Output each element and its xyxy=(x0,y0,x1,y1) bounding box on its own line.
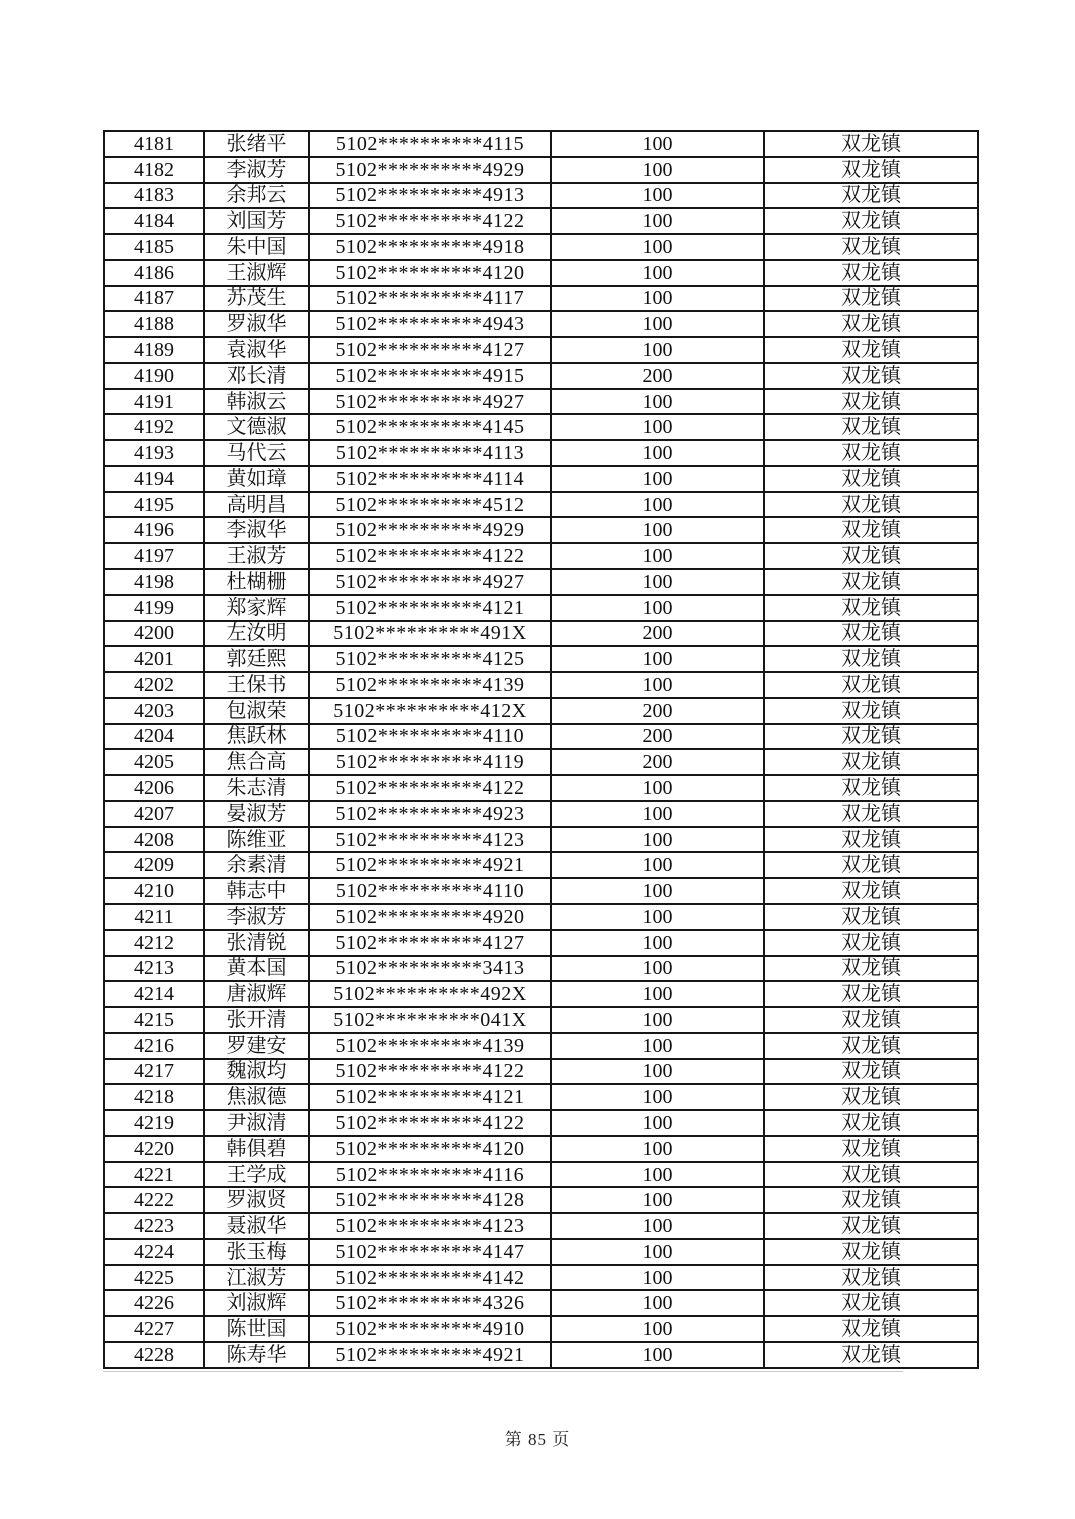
cell-id-number: 5102**********4120 xyxy=(309,260,551,286)
cell-serial: 4198 xyxy=(104,569,204,595)
cell-id-number: 5102**********4128 xyxy=(309,1187,551,1213)
cell-town: 双龙镇 xyxy=(764,492,978,518)
cell-serial: 4186 xyxy=(104,260,204,286)
cell-name: 焦合高 xyxy=(204,749,309,775)
table-row xyxy=(104,827,978,853)
cell-serial: 4208 xyxy=(104,827,204,853)
cell-id-number: 5102**********4123 xyxy=(309,1213,551,1239)
table-row xyxy=(104,569,978,595)
cell-id-number: 5102**********4116 xyxy=(309,1162,551,1188)
cell-id-number: 5102**********4142 xyxy=(309,1265,551,1291)
table-row xyxy=(104,440,978,466)
cell-serial: 4222 xyxy=(104,1187,204,1213)
roster-table-container xyxy=(103,130,979,1369)
cell-name: 马代云 xyxy=(204,440,309,466)
cell-town: 双龙镇 xyxy=(764,646,978,672)
cell-name: 韩淑云 xyxy=(204,389,309,415)
cell-serial: 4215 xyxy=(104,1007,204,1033)
cell-amount: 100 xyxy=(551,1213,764,1239)
cell-name: 陈寿华 xyxy=(204,1342,309,1368)
cell-town: 双龙镇 xyxy=(764,749,978,775)
cell-name: 唐淑辉 xyxy=(204,981,309,1007)
cell-name: 王保书 xyxy=(204,672,309,698)
cell-name: 江淑芳 xyxy=(204,1265,309,1291)
table-row xyxy=(104,904,978,930)
cell-name: 罗淑华 xyxy=(204,311,309,337)
cell-id-number: 5102**********4121 xyxy=(309,595,551,621)
table-row xyxy=(104,1342,978,1368)
cell-id-number: 5102**********4127 xyxy=(309,930,551,956)
cell-amount: 100 xyxy=(551,672,764,698)
cell-serial: 4200 xyxy=(104,621,204,647)
cell-serial: 4224 xyxy=(104,1239,204,1265)
table-row xyxy=(104,1033,978,1059)
cell-name: 高明昌 xyxy=(204,492,309,518)
cell-id-number: 5102**********4920 xyxy=(309,904,551,930)
cell-name: 李淑华 xyxy=(204,517,309,543)
table-row xyxy=(104,672,978,698)
table-row xyxy=(104,311,978,337)
cell-amount: 100 xyxy=(551,492,764,518)
table-row xyxy=(104,878,978,904)
cell-serial: 4216 xyxy=(104,1033,204,1059)
cell-town: 双龙镇 xyxy=(764,775,978,801)
cell-town: 双龙镇 xyxy=(764,183,978,209)
table-row xyxy=(104,414,978,440)
cell-town: 双龙镇 xyxy=(764,1342,978,1368)
cell-id-number: 5102**********4127 xyxy=(309,337,551,363)
cell-town: 双龙镇 xyxy=(764,1290,978,1316)
table-row xyxy=(104,1187,978,1213)
cell-name: 张清锐 xyxy=(204,930,309,956)
cell-name: 郑家辉 xyxy=(204,595,309,621)
cell-town: 双龙镇 xyxy=(764,852,978,878)
cell-amount: 100 xyxy=(551,1316,764,1342)
cell-id-number: 5102**********4139 xyxy=(309,672,551,698)
cell-town: 双龙镇 xyxy=(764,1059,978,1085)
cell-name: 黄本国 xyxy=(204,956,309,982)
page-number-label: 第 85 页 xyxy=(504,1430,571,1449)
cell-amount: 100 xyxy=(551,827,764,853)
cell-name: 焦淑德 xyxy=(204,1084,309,1110)
cell-id-number: 5102**********041X xyxy=(309,1007,551,1033)
cell-serial: 4210 xyxy=(104,878,204,904)
cell-serial: 4227 xyxy=(104,1316,204,1342)
cell-name: 张玉梅 xyxy=(204,1239,309,1265)
roster-table-body xyxy=(104,131,978,1368)
table-row xyxy=(104,1316,978,1342)
cell-id-number: 5102**********4121 xyxy=(309,1084,551,1110)
cell-name: 文德淑 xyxy=(204,414,309,440)
table-row xyxy=(104,286,978,312)
cell-id-number: 5102**********4326 xyxy=(309,1290,551,1316)
table-row xyxy=(104,1084,978,1110)
cell-name: 邓长清 xyxy=(204,363,309,389)
table-row xyxy=(104,466,978,492)
cell-name: 朱中国 xyxy=(204,234,309,260)
table-row xyxy=(104,131,978,157)
cell-amount: 100 xyxy=(551,131,764,157)
cell-amount: 100 xyxy=(551,1110,764,1136)
page-footer xyxy=(0,1425,1075,1450)
cell-id-number: 5102**********4110 xyxy=(309,724,551,750)
cell-amount: 100 xyxy=(551,517,764,543)
cell-town: 双龙镇 xyxy=(764,389,978,415)
cell-amount: 100 xyxy=(551,183,764,209)
cell-amount: 100 xyxy=(551,981,764,1007)
table-row xyxy=(104,234,978,260)
cell-amount: 100 xyxy=(551,414,764,440)
cell-town: 双龙镇 xyxy=(764,827,978,853)
cell-serial: 4217 xyxy=(104,1059,204,1085)
cell-name: 张开清 xyxy=(204,1007,309,1033)
cell-id-number: 5102**********4113 xyxy=(309,440,551,466)
cell-serial: 4218 xyxy=(104,1084,204,1110)
cell-amount: 100 xyxy=(551,1059,764,1085)
cell-name: 陈世国 xyxy=(204,1316,309,1342)
cell-town: 双龙镇 xyxy=(764,157,978,183)
cell-name: 刘国芳 xyxy=(204,208,309,234)
table-row xyxy=(104,1059,978,1085)
cell-name: 朱志清 xyxy=(204,775,309,801)
cell-name: 刘淑辉 xyxy=(204,1290,309,1316)
cell-id-number: 5102**********412X xyxy=(309,698,551,724)
cell-id-number: 5102**********4923 xyxy=(309,801,551,827)
cell-amount: 200 xyxy=(551,749,764,775)
table-row xyxy=(104,749,978,775)
roster-table xyxy=(103,130,979,1369)
cell-id-number: 5102**********4943 xyxy=(309,311,551,337)
cell-town: 双龙镇 xyxy=(764,1110,978,1136)
cell-id-number: 5102**********4147 xyxy=(309,1239,551,1265)
cell-town: 双龙镇 xyxy=(764,234,978,260)
cell-name: 李淑芳 xyxy=(204,157,309,183)
cell-serial: 4209 xyxy=(104,852,204,878)
table-row xyxy=(104,1162,978,1188)
cell-id-number: 5102**********4114 xyxy=(309,466,551,492)
cell-name: 余邦云 xyxy=(204,183,309,209)
cell-amount: 100 xyxy=(551,1162,764,1188)
cell-town: 双龙镇 xyxy=(764,904,978,930)
table-row xyxy=(104,1136,978,1162)
cell-serial: 4213 xyxy=(104,956,204,982)
cell-amount: 100 xyxy=(551,311,764,337)
table-row xyxy=(104,981,978,1007)
cell-id-number: 5102**********4145 xyxy=(309,414,551,440)
cell-serial: 4223 xyxy=(104,1213,204,1239)
cell-town: 双龙镇 xyxy=(764,208,978,234)
cell-amount: 100 xyxy=(551,543,764,569)
cell-serial: 4188 xyxy=(104,311,204,337)
table-row xyxy=(104,646,978,672)
cell-amount: 100 xyxy=(551,595,764,621)
cell-serial: 4226 xyxy=(104,1290,204,1316)
cell-id-number: 5102**********492X xyxy=(309,981,551,1007)
cell-amount: 100 xyxy=(551,286,764,312)
cell-serial: 4197 xyxy=(104,543,204,569)
table-row xyxy=(104,543,978,569)
cell-town: 双龙镇 xyxy=(764,131,978,157)
cell-serial: 4204 xyxy=(104,724,204,750)
cell-town: 双龙镇 xyxy=(764,440,978,466)
cell-town: 双龙镇 xyxy=(764,517,978,543)
cell-serial: 4201 xyxy=(104,646,204,672)
cell-id-number: 5102**********4927 xyxy=(309,569,551,595)
cell-town: 双龙镇 xyxy=(764,311,978,337)
cell-name: 王淑辉 xyxy=(204,260,309,286)
scan-artifact-line xyxy=(103,1371,903,1372)
cell-name: 魏淑均 xyxy=(204,1059,309,1085)
cell-name: 韩俱碧 xyxy=(204,1136,309,1162)
cell-serial: 4192 xyxy=(104,414,204,440)
cell-amount: 100 xyxy=(551,956,764,982)
cell-serial: 4184 xyxy=(104,208,204,234)
cell-town: 双龙镇 xyxy=(764,1213,978,1239)
cell-town: 双龙镇 xyxy=(764,1033,978,1059)
cell-town: 双龙镇 xyxy=(764,801,978,827)
cell-serial: 4194 xyxy=(104,466,204,492)
table-row xyxy=(104,1239,978,1265)
cell-id-number: 5102**********4120 xyxy=(309,1136,551,1162)
table-row xyxy=(104,208,978,234)
cell-town: 双龙镇 xyxy=(764,1265,978,1291)
cell-id-number: 5102**********4921 xyxy=(309,1342,551,1368)
cell-town: 双龙镇 xyxy=(764,724,978,750)
cell-amount: 200 xyxy=(551,724,764,750)
table-row xyxy=(104,724,978,750)
cell-name: 王淑芳 xyxy=(204,543,309,569)
cell-amount: 100 xyxy=(551,646,764,672)
cell-name: 陈维亚 xyxy=(204,827,309,853)
table-row xyxy=(104,1007,978,1033)
cell-id-number: 5102**********4115 xyxy=(309,131,551,157)
table-row xyxy=(104,698,978,724)
cell-id-number: 5102**********4918 xyxy=(309,234,551,260)
cell-amount: 100 xyxy=(551,930,764,956)
cell-town: 双龙镇 xyxy=(764,1187,978,1213)
table-row xyxy=(104,930,978,956)
cell-id-number: 5102**********4123 xyxy=(309,827,551,853)
cell-id-number: 5102**********4915 xyxy=(309,363,551,389)
cell-town: 双龙镇 xyxy=(764,337,978,363)
cell-serial: 4212 xyxy=(104,930,204,956)
table-row xyxy=(104,260,978,286)
cell-id-number: 5102**********4512 xyxy=(309,492,551,518)
cell-serial: 4190 xyxy=(104,363,204,389)
cell-name: 苏茂生 xyxy=(204,286,309,312)
cell-amount: 100 xyxy=(551,1084,764,1110)
cell-amount: 100 xyxy=(551,1033,764,1059)
cell-name: 包淑荣 xyxy=(204,698,309,724)
table-row xyxy=(104,1265,978,1291)
table-row xyxy=(104,363,978,389)
cell-town: 双龙镇 xyxy=(764,1316,978,1342)
cell-town: 双龙镇 xyxy=(764,569,978,595)
cell-serial: 4214 xyxy=(104,981,204,1007)
cell-id-number: 5102**********4913 xyxy=(309,183,551,209)
cell-town: 双龙镇 xyxy=(764,981,978,1007)
cell-name: 左汝明 xyxy=(204,621,309,647)
table-row xyxy=(104,852,978,878)
cell-id-number: 5102**********4910 xyxy=(309,1316,551,1342)
cell-amount: 100 xyxy=(551,440,764,466)
cell-town: 双龙镇 xyxy=(764,672,978,698)
cell-name: 李淑芳 xyxy=(204,904,309,930)
cell-name: 杜楜栅 xyxy=(204,569,309,595)
cell-amount: 100 xyxy=(551,1187,764,1213)
cell-id-number: 5102**********4929 xyxy=(309,157,551,183)
cell-name: 袁淑华 xyxy=(204,337,309,363)
cell-name: 张绪平 xyxy=(204,131,309,157)
table-row xyxy=(104,517,978,543)
cell-name: 罗淑贤 xyxy=(204,1187,309,1213)
cell-id-number: 5102**********4119 xyxy=(309,749,551,775)
cell-serial: 4199 xyxy=(104,595,204,621)
table-row xyxy=(104,492,978,518)
cell-amount: 100 xyxy=(551,569,764,595)
cell-serial: 4189 xyxy=(104,337,204,363)
cell-serial: 4219 xyxy=(104,1110,204,1136)
cell-name: 晏淑芳 xyxy=(204,801,309,827)
cell-id-number: 5102**********4929 xyxy=(309,517,551,543)
cell-town: 双龙镇 xyxy=(764,878,978,904)
cell-id-number: 5102**********4125 xyxy=(309,646,551,672)
cell-amount: 100 xyxy=(551,801,764,827)
cell-amount: 100 xyxy=(551,904,764,930)
cell-id-number: 5102**********4117 xyxy=(309,286,551,312)
cell-serial: 4196 xyxy=(104,517,204,543)
cell-amount: 200 xyxy=(551,363,764,389)
cell-amount: 100 xyxy=(551,157,764,183)
cell-serial: 4203 xyxy=(104,698,204,724)
cell-amount: 100 xyxy=(551,337,764,363)
cell-amount: 100 xyxy=(551,208,764,234)
cell-amount: 100 xyxy=(551,878,764,904)
cell-serial: 4207 xyxy=(104,801,204,827)
cell-serial: 4182 xyxy=(104,157,204,183)
cell-serial: 4191 xyxy=(104,389,204,415)
cell-amount: 100 xyxy=(551,466,764,492)
cell-serial: 4195 xyxy=(104,492,204,518)
cell-serial: 4193 xyxy=(104,440,204,466)
cell-serial: 4206 xyxy=(104,775,204,801)
table-row xyxy=(104,595,978,621)
cell-serial: 4228 xyxy=(104,1342,204,1368)
cell-id-number: 5102**********4122 xyxy=(309,1059,551,1085)
cell-name: 王学成 xyxy=(204,1162,309,1188)
cell-amount: 100 xyxy=(551,1342,764,1368)
cell-name: 尹淑清 xyxy=(204,1110,309,1136)
table-row xyxy=(104,1213,978,1239)
table-row xyxy=(104,337,978,363)
table-row xyxy=(104,389,978,415)
cell-town: 双龙镇 xyxy=(764,621,978,647)
cell-amount: 200 xyxy=(551,621,764,647)
cell-name: 韩志中 xyxy=(204,878,309,904)
table-row xyxy=(104,621,978,647)
cell-amount: 100 xyxy=(551,260,764,286)
cell-amount: 100 xyxy=(551,1290,764,1316)
cell-amount: 100 xyxy=(551,852,764,878)
cell-name: 余素清 xyxy=(204,852,309,878)
cell-id-number: 5102**********3413 xyxy=(309,956,551,982)
cell-serial: 4220 xyxy=(104,1136,204,1162)
table-row xyxy=(104,1110,978,1136)
cell-town: 双龙镇 xyxy=(764,466,978,492)
cell-town: 双龙镇 xyxy=(764,543,978,569)
cell-id-number: 5102**********4921 xyxy=(309,852,551,878)
cell-town: 双龙镇 xyxy=(764,363,978,389)
cell-id-number: 5102**********4122 xyxy=(309,1110,551,1136)
cell-id-number: 5102**********4927 xyxy=(309,389,551,415)
cell-town: 双龙镇 xyxy=(764,1007,978,1033)
cell-name: 郭廷熙 xyxy=(204,646,309,672)
cell-id-number: 5102**********4122 xyxy=(309,543,551,569)
table-row xyxy=(104,801,978,827)
cell-id-number: 5102**********4122 xyxy=(309,775,551,801)
cell-id-number: 5102**********4110 xyxy=(309,878,551,904)
table-row xyxy=(104,183,978,209)
cell-town: 双龙镇 xyxy=(764,595,978,621)
cell-name: 黄如璋 xyxy=(204,466,309,492)
cell-amount: 100 xyxy=(551,1007,764,1033)
cell-amount: 100 xyxy=(551,389,764,415)
cell-serial: 4187 xyxy=(104,286,204,312)
cell-name: 罗建安 xyxy=(204,1033,309,1059)
table-row xyxy=(104,775,978,801)
cell-serial: 4225 xyxy=(104,1265,204,1291)
cell-town: 双龙镇 xyxy=(764,260,978,286)
table-row xyxy=(104,956,978,982)
cell-name: 聂淑华 xyxy=(204,1213,309,1239)
cell-name: 焦跃林 xyxy=(204,724,309,750)
cell-serial: 4202 xyxy=(104,672,204,698)
cell-town: 双龙镇 xyxy=(764,1239,978,1265)
cell-town: 双龙镇 xyxy=(764,930,978,956)
cell-amount: 100 xyxy=(551,775,764,801)
cell-town: 双龙镇 xyxy=(764,1084,978,1110)
table-row xyxy=(104,1290,978,1316)
cell-town: 双龙镇 xyxy=(764,956,978,982)
cell-serial: 4185 xyxy=(104,234,204,260)
cell-serial: 4183 xyxy=(104,183,204,209)
table-row xyxy=(104,157,978,183)
cell-id-number: 5102**********4139 xyxy=(309,1033,551,1059)
cell-id-number: 5102**********4122 xyxy=(309,208,551,234)
cell-town: 双龙镇 xyxy=(764,414,978,440)
cell-serial: 4181 xyxy=(104,131,204,157)
cell-town: 双龙镇 xyxy=(764,1162,978,1188)
cell-amount: 100 xyxy=(551,234,764,260)
cell-town: 双龙镇 xyxy=(764,1136,978,1162)
cell-id-number: 5102**********491X xyxy=(309,621,551,647)
cell-serial: 4221 xyxy=(104,1162,204,1188)
cell-town: 双龙镇 xyxy=(764,286,978,312)
cell-amount: 100 xyxy=(551,1239,764,1265)
cell-amount: 100 xyxy=(551,1136,764,1162)
cell-amount: 200 xyxy=(551,698,764,724)
cell-serial: 4205 xyxy=(104,749,204,775)
cell-serial: 4211 xyxy=(104,904,204,930)
cell-town: 双龙镇 xyxy=(764,698,978,724)
cell-amount: 100 xyxy=(551,1265,764,1291)
